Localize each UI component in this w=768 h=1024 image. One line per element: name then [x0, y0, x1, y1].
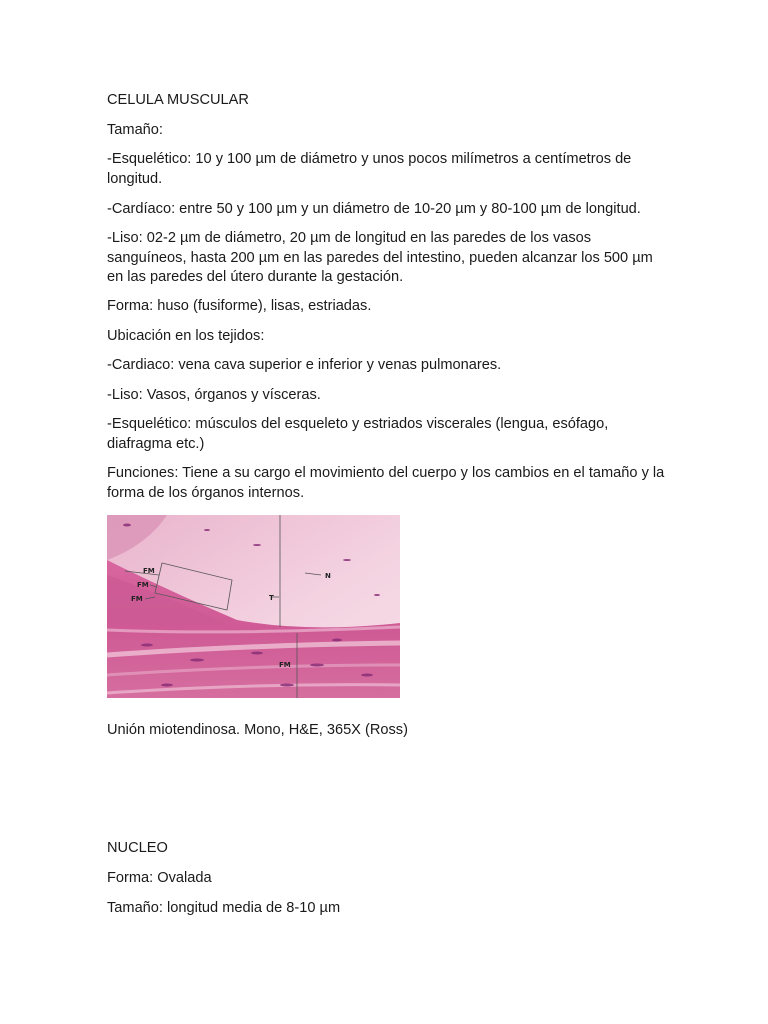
label-fm-1: FM	[143, 567, 155, 575]
label-fm-2: FM	[137, 581, 149, 589]
nucleus-heading: NUCLEO	[107, 840, 168, 856]
location-label: Ubicación en los tejidos:	[107, 328, 265, 344]
location-cardiac: -Cardiaco: vena cava superior e inferior y venas pulmonares.	[107, 357, 502, 373]
size-cardiac: -Cardíaco: entre 50 y 100 µm y un diámetro de 10-20 µm y 80-100 µm de longitud.	[107, 201, 641, 217]
label-n: N	[325, 572, 331, 580]
nucleus-shape: Forma: Ovalada	[107, 870, 212, 886]
functions-text: Funciones: Tiene a su cargo el movimiento del cuerpo y los cambios en el tamaño y la forma de los órganos internos.	[107, 465, 665, 501]
figure-caption: Unión miotendinosa. Mono, H&E, 365X (Ross)	[107, 722, 408, 738]
label-fm-4: FM	[279, 661, 291, 669]
size-smooth: -Liso: 02-2 µm de diámetro, 20 µm de longitud en las paredes de los vasos sanguíneos, hasta 200 µm en las paredes del intestino, pueden alcanzar los 500 µm en las paredes del útero durante la gestación.	[107, 230, 653, 285]
micrograph-image	[107, 515, 400, 698]
label-fm-3: FM	[131, 595, 143, 603]
nucleus-size: Tamaño: longitud media de 8-10 µm	[107, 900, 341, 916]
location-smooth: -Liso: Vasos, órganos y vísceras.	[107, 387, 321, 403]
location-skeletal: -Esquelético: músculos del esqueleto y estriados viscerales (lengua, esófago, diafragma etc.)	[107, 416, 609, 452]
muscle-heading: CELULA MUSCULAR	[107, 92, 249, 108]
size-skeletal: -Esquelético: 10 y 100 µm de diámetro y unos pocos milímetros a centímetros de longitud.	[107, 151, 632, 187]
label-t: T	[269, 594, 274, 602]
size-label: Tamaño:	[107, 122, 163, 138]
shape-text: Forma: huso (fusiforme), lisas, estriadas.	[107, 298, 372, 314]
micrograph-figure	[107, 515, 400, 698]
